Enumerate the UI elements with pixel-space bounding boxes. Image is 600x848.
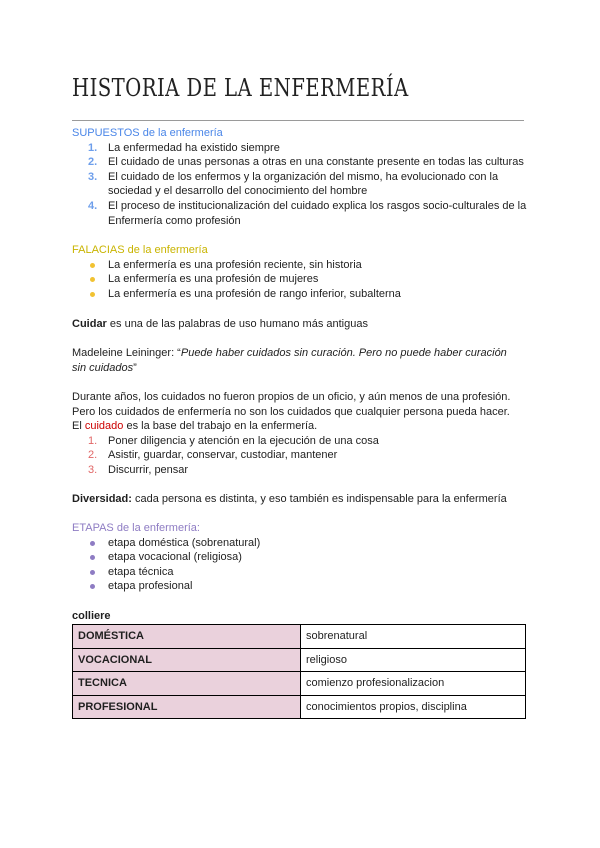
list-item: 1. La enfermedad ha existido siempre bbox=[88, 141, 280, 154]
cuidado-definitions-list bbox=[72, 434, 542, 478]
table-value-cell: comienzo profesionalizacion bbox=[301, 672, 526, 696]
table-row bbox=[73, 625, 526, 649]
etapas-heading: ETAPAS de la enfermería: bbox=[72, 522, 200, 534]
bullet-icon bbox=[90, 570, 95, 575]
list-item: 4. El proceso de institucionalización del cuidado explica los rasgos socio-culturales de la Enfermería como profesión bbox=[88, 199, 527, 227]
table-key-cell: TECNICA bbox=[73, 672, 301, 696]
table-value-cell: conocimientos propios, disciplina bbox=[301, 695, 526, 719]
bullet-icon bbox=[90, 555, 95, 560]
list-item: 3. Discurrir, pensar bbox=[88, 463, 189, 476]
durante-paragraph: Durante años, los cuidados no fueron propios de un oficio, y aún menos de una profesión. Pero los cuidados de enfermería no son los cuidados que cualquier persona pueda hacer. El cuidado es la base del trabajo en la enfermería. 1. Poner diligencia y atención en la ejecución de una cosa 2. Asistir, guardar, conservar, custodiar, mantener 3. Discurrir, pensar bbox=[72, 390, 542, 478]
supuestos-heading: SUPUESTOS de la enfermería bbox=[72, 127, 223, 139]
list-item: 3. El cuidado de los enfermos y la organización del mismo, ha evolucionado con la sociedad y el desarrollo del conocimiento del hombre bbox=[88, 170, 499, 198]
title-divider bbox=[72, 120, 524, 121]
supuestos-section bbox=[72, 126, 532, 228]
falacias-heading: FALACIAS de la enfermería bbox=[72, 244, 208, 256]
list-item: etapa profesional bbox=[72, 579, 532, 594]
list-item: 2. Asistir, guardar, conservar, custodiar, mantener bbox=[88, 449, 338, 462]
table-row bbox=[73, 695, 526, 719]
bullet-icon bbox=[90, 277, 95, 282]
list-item: La enfermería es una profesión de mujeres bbox=[72, 272, 532, 287]
table-key-cell: DOMÉSTICA bbox=[73, 625, 301, 649]
table-key-cell: PROFESIONAL bbox=[73, 695, 301, 719]
etapas-list bbox=[72, 536, 532, 594]
bullet-icon bbox=[90, 292, 95, 297]
table-row bbox=[73, 648, 526, 672]
table-value-cell: sobrenatural bbox=[301, 625, 526, 649]
cuidado-highlight: cuidado bbox=[84, 420, 124, 433]
list-item: La enfermería es una profesión reciente, sin historia bbox=[72, 258, 532, 273]
table-key-cell: VOCACIONAL bbox=[73, 648, 301, 672]
list-item: etapa doméstica (sobrenatural) bbox=[72, 536, 532, 551]
diversidad-paragraph: Diversidad: cada persona es distinta, y eso también es indispensable para la enfermería bbox=[72, 493, 507, 505]
list-item: 2. El cuidado de unas personas a otras en una constante presente en todas las culturas bbox=[88, 156, 524, 169]
colliere-label: colliere bbox=[72, 610, 111, 622]
bullet-icon bbox=[90, 541, 95, 546]
leininger-quote: Madeleine Leininger: “Puede haber cuidados sin curación. Pero no puede haber curación sin cuidados” bbox=[72, 347, 507, 374]
table-value-cell: religioso bbox=[301, 648, 526, 672]
list-item: La enfermería es una profesión de rango inferior, subalterna bbox=[72, 287, 532, 302]
list-item: 1. Poner diligencia y atención en la ejecución de una cosa bbox=[88, 434, 379, 447]
list-item: etapa vocacional (religiosa) bbox=[72, 550, 532, 565]
falacias-section bbox=[72, 243, 532, 301]
falacias-list bbox=[72, 258, 532, 302]
table-row bbox=[73, 672, 526, 696]
bullet-icon bbox=[90, 263, 95, 268]
colliere-table bbox=[72, 624, 526, 719]
list-item: etapa técnica bbox=[72, 565, 532, 580]
page-title: HISTORIA DE LA ENFERMERÍA bbox=[72, 74, 409, 102]
cuidar-paragraph: Cuidar es una de las palabras de uso humano más antiguas bbox=[72, 318, 368, 330]
supuestos-list bbox=[72, 141, 532, 229]
etapas-section bbox=[72, 521, 532, 594]
bullet-icon bbox=[90, 584, 95, 589]
